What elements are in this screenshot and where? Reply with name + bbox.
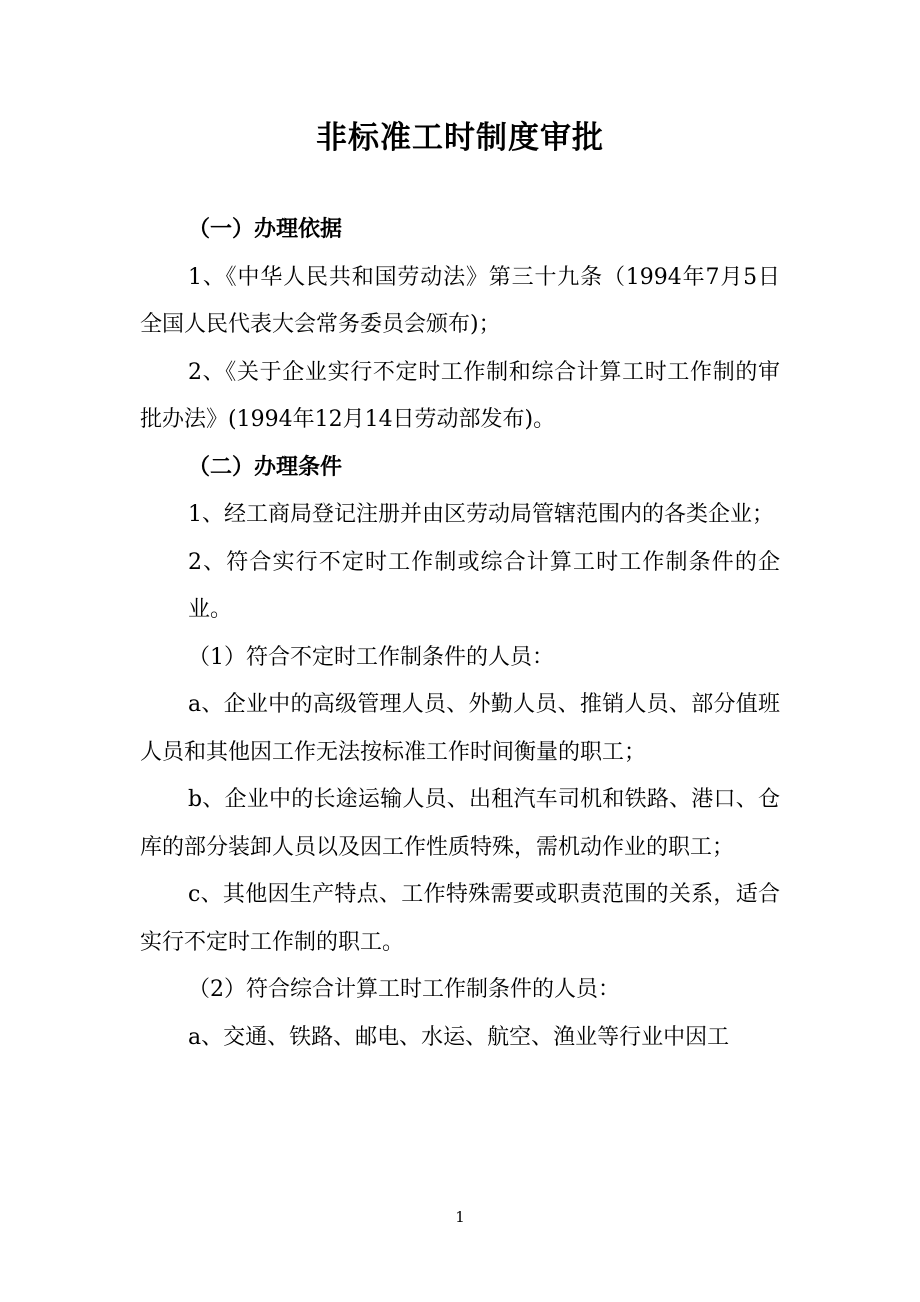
subcondition-1-item-a: a、企业中的高级管理人员、外勤人员、推销人员、部分值班人员和其他因工作无法按标准工作时间衡量的职工； [140, 692, 780, 765]
condition-item-1: 1、经工商局登记注册并由区劳动局管辖范围内的各类企业； [188, 502, 774, 527]
section-heading-basis: （一）办理依据 [188, 217, 343, 242]
subcondition-heading-2: （2）符合综合计算工时工作制条件的人员： [188, 977, 620, 1002]
basis-item-2: 2、《关于企业实行不定时工作制和综合计算工时工作制的审批办法》(1994年12月14日劳动部发布)。 [140, 359, 780, 432]
subcondition-heading-1: （1）符合不定时工作制条件的人员： [188, 644, 554, 670]
document-title: 非标准工时制度审批 [316, 120, 604, 156]
condition-item-2: 2、符合实行不定时工作制或综合计算工时工作制条件的企业。 [188, 549, 780, 622]
subcondition-2-item-a: a、交通、铁路、邮电、水运、航空、渔业等行业中因工 [188, 1024, 730, 1050]
document-body [140, 206, 780, 1061]
page-number: 1 [455, 1208, 465, 1226]
subcondition-1-item-b: b、企业中的长途运输人员、出租汽车司机和铁路、港口、仓库的部分装卸人员以及因工作性质特殊，需机动作业的职工； [140, 787, 780, 860]
subcondition-1-item-c: c、其他因生产特点、工作特殊需要或职责范围的关系，适合实行不定时工作制的职工。 [140, 882, 780, 955]
section-heading-conditions: （二）办理条件 [188, 454, 343, 480]
basis-item-1: 1、《中华人民共和国劳动法》第三十九条（1994年7月5日全国人民代表大会常务委员会颁布)； [140, 264, 780, 337]
